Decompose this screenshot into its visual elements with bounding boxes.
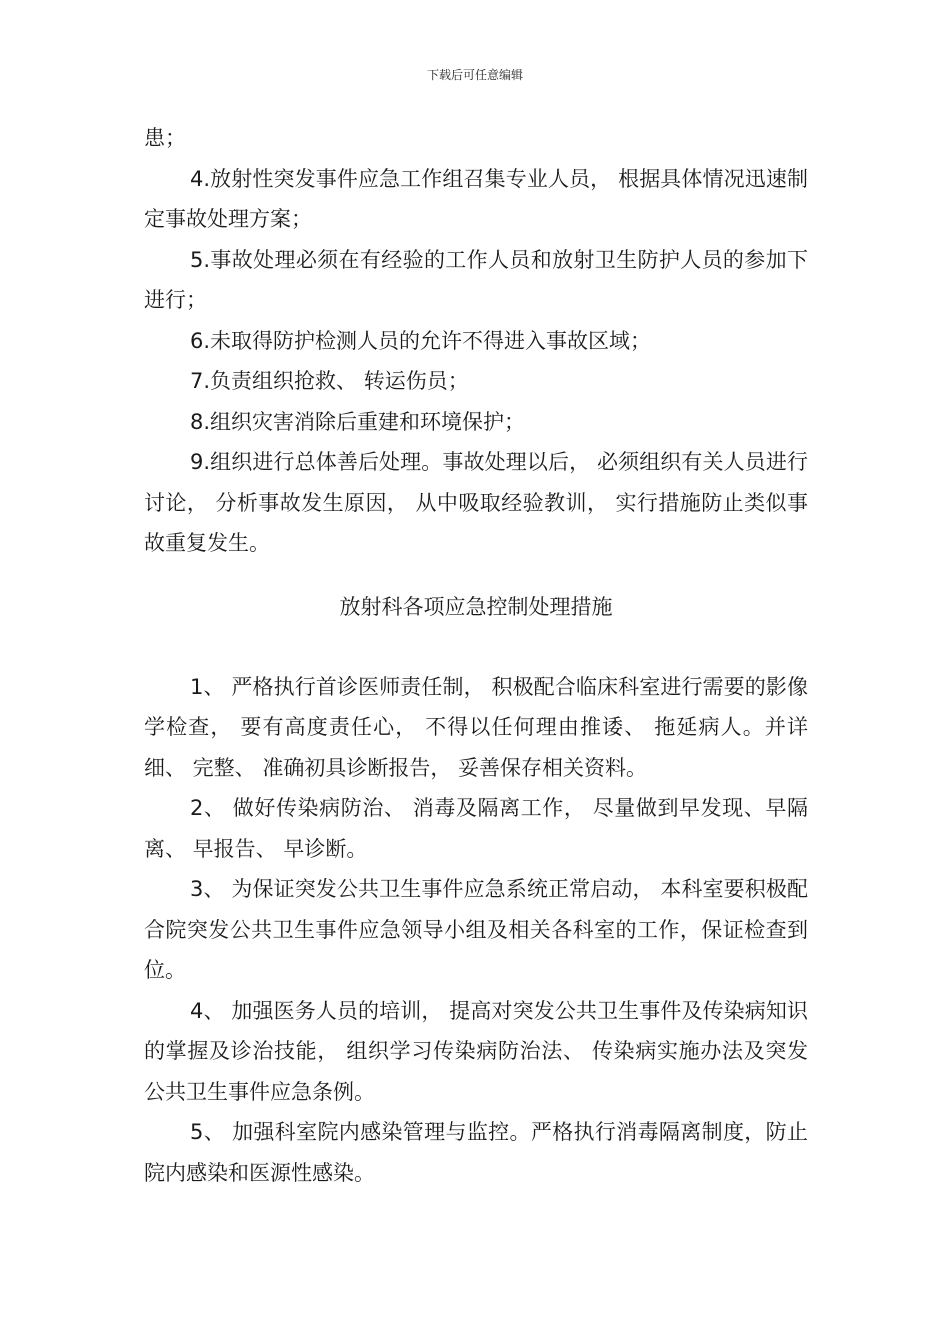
section-title: 放射科各项应急控制处理措施 bbox=[339, 594, 613, 619]
paragraph: 2、 做好传染病防治、 消毒及隔离工作， 尽量做到早发现、早隔离、 早报告、 早诊断。 bbox=[144, 796, 808, 861]
paragraph: 9.组织进行总体善后处理。事故处理以后， 必须组织有关人员进行讨论， 分析事故发生原因， 从中吸取经验教训， 实行措施防止类似事故重复发生。 bbox=[144, 450, 808, 555]
page-header: 下载后可任意编辑 bbox=[426, 68, 523, 82]
paragraph: 4.放射性突发事件应急工作组召集专业人员， 根据具体情况迅速制定事故处理方案； bbox=[144, 166, 808, 231]
document-body bbox=[144, 118, 808, 1193]
paragraph: 3、 为保证突发公共卫生事件应急系统正常启动， 本科室要积极配合院突发公共卫生事件应急领导小组及相关各科室的工作，保证检查到位。 bbox=[144, 877, 808, 982]
paragraph: 5.事故处理必须在有经验的工作人员和放射卫生防护人员的参加下进行； bbox=[144, 247, 808, 312]
paragraph: 4、 加强医务人员的培训， 提高对突发公共卫生事件及传染病知识的掌握及诊治技能， 组织学习传染病防治法、 传染病实施办法及突发公共卫生事件应急条例。 bbox=[144, 998, 808, 1104]
section-control-measures bbox=[144, 667, 808, 1194]
paragraph: 6.未取得防护检测人员的允许不得进入事故区域； bbox=[190, 328, 652, 353]
paragraph: 5、 加强科室院内感染管理与监控。严格执行消毒隔离制度，防止院内感染和医源性感染。 bbox=[144, 1120, 808, 1185]
paragraph: 患； bbox=[144, 126, 186, 150]
paragraph: 8.组织灾害消除后重建和环境保护； bbox=[190, 409, 526, 434]
paragraph: 7.负责组织抢救、 转运伤员； bbox=[190, 369, 469, 393]
paragraph: 1、 严格执行首诊医师责任制， 积极配合临床科室进行需要的影像学检查， 要有高度责任心， 不得以任何理由推诿、 拖延病人。并详细、 完整、 准确初具诊断报告， 妥善保存相关资料。 bbox=[144, 674, 808, 780]
section-emergency-steps bbox=[144, 118, 808, 564]
